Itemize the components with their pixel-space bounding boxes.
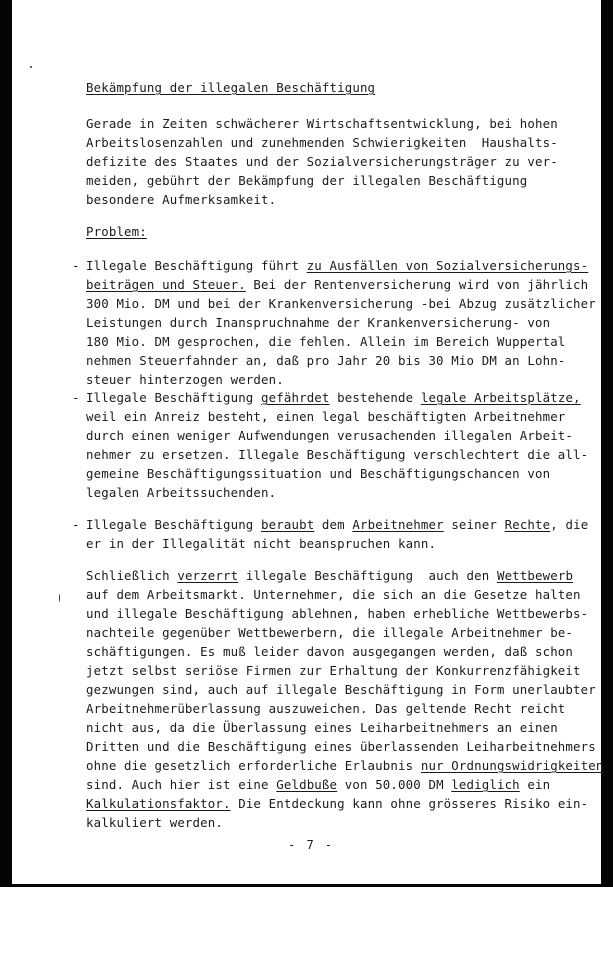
- document-page: [12, 0, 604, 884]
- para-line: Kalkulationsfaktor. Die Entdeckung kann ohne grösseres Risiko ein-: [86, 796, 589, 811]
- bullet3-line: - Illegale Beschäftigung beraubt dem Arbeitnehmer seiner Rechte, die: [72, 517, 589, 532]
- bullet2-line: legalen Arbeitssuchenden.: [86, 485, 277, 500]
- bullet1-line: beiträgen und Steuer. Bei der Rentenversicherung wird von jährlich: [86, 277, 589, 292]
- para-line: sind. Auch hier ist eine Geldbuße von 50.000 DM lediglich ein: [86, 777, 551, 792]
- scan-speck: [30, 66, 32, 68]
- bullet1-line: Leistungen durch Inanspruchnahme der Krankenversicherung- von: [86, 315, 551, 330]
- intro-line: meiden, gebührt der Bekämpfung der illegalen Beschäftigung: [86, 173, 528, 188]
- bullet-dash: -: [72, 517, 80, 532]
- intro-line: besondere Aufmerksamkeit.: [86, 192, 277, 207]
- para-line: und illegale Beschäftigung ablehnen, haben erhebliche Wettbewerbs-: [86, 606, 589, 621]
- para-line: jetzt selbst seriöse Firmen zur Erhaltung der Konkurrenzfähigkeit: [86, 663, 581, 678]
- bullet1-line: steuer hinterzogen werden.: [86, 372, 284, 387]
- bullet-dash: -: [72, 390, 80, 405]
- bullet2-line: weil ein Anreiz besteht, einen legal beschäftigten Arbeitnehmer: [86, 409, 566, 424]
- intro-line: Gerade in Zeiten schwächerer Wirtschaftsentwicklung, bei hohen: [86, 116, 558, 131]
- problem-heading: Problem:: [86, 224, 147, 239]
- bullet1-line: nehmen Steuerfahnder an, daß pro Jahr 20 bis 30 Mio DM an Lohn-: [86, 353, 566, 368]
- para-line: nicht aus, da die Überlassung eines Leiharbeitnehmers an einen: [86, 720, 558, 735]
- page-number: - 7 -: [288, 838, 335, 852]
- bullet2-line: gemeine Beschäftigungssituation und Beschäftigungschancen von: [86, 466, 551, 481]
- intro-line: Arbeitslosenzahlen und zunehmenden Schwierigkeiten Haushalts-: [86, 135, 558, 150]
- para-line: ohne die gesetzlich erforderliche Erlaubnis nur Ordnungswidrigkeiten: [86, 758, 604, 773]
- bullet1-line: 300 Mio. DM und bei der Krankenversicherung -bei Abzug zusätzlicher: [86, 296, 596, 311]
- scan-speck: [59, 594, 60, 602]
- document-title: Bekämpfung der illegalen Beschäftigung: [86, 80, 376, 95]
- intro-line: defizite des Staates und der Sozialversicherungsträger zu ver-: [86, 154, 558, 169]
- bullet2-line: durch einen weniger Aufwendungen verusachenden illegalen Arbeit-: [86, 428, 574, 443]
- document-body: [72, 0, 604, 969]
- scan-border-right: [601, 0, 613, 887]
- bullet2-line: - Illegale Beschäftigung gefährdet bestehende legale Arbeitsplätze,: [72, 390, 581, 405]
- para-line: auf dem Arbeitsmarkt. Unternehmer, die sich an die Gesetze halten: [86, 587, 581, 602]
- para-line: Dritten und die Beschäftigung eines überlassenden Leiharbeitnehmers: [86, 739, 596, 754]
- para-line: kalkuliert werden.: [86, 815, 223, 830]
- bullet-dash: -: [72, 258, 80, 273]
- bullet1-line: 180 Mio. DM gesprochen, die fehlen. Allein im Bereich Wuppertal: [86, 334, 566, 349]
- para-line: Arbeitnehmerüberlassung auszuweichen. Das geltende Recht reicht: [86, 701, 566, 716]
- bullet3-line: er in der Illegalität nicht beanspruchen kann.: [86, 536, 437, 551]
- para-line: gezwungen sind, auch auf illegale Beschäftigung in Form unerlaubter: [86, 682, 596, 697]
- para-line: Schließlich verzerrt illegale Beschäftigung auch den Wettbewerb: [86, 568, 574, 583]
- scan-border-left: [0, 0, 12, 887]
- para-line: schäftigungen. Es muß leider davon ausgegangen werden, daß schon: [86, 644, 574, 659]
- para-line: nachteile gegenüber Wettbewerbern, die illegale Arbeitnehmer be-: [86, 625, 574, 640]
- bullet2-line: nehmer zu ersetzen. Illegale Beschäftigung verschlechtert die all-: [86, 447, 589, 462]
- bullet1-line: - Illegale Beschäftigung führt zu Ausfällen von Sozialversicherungs-: [72, 258, 589, 273]
